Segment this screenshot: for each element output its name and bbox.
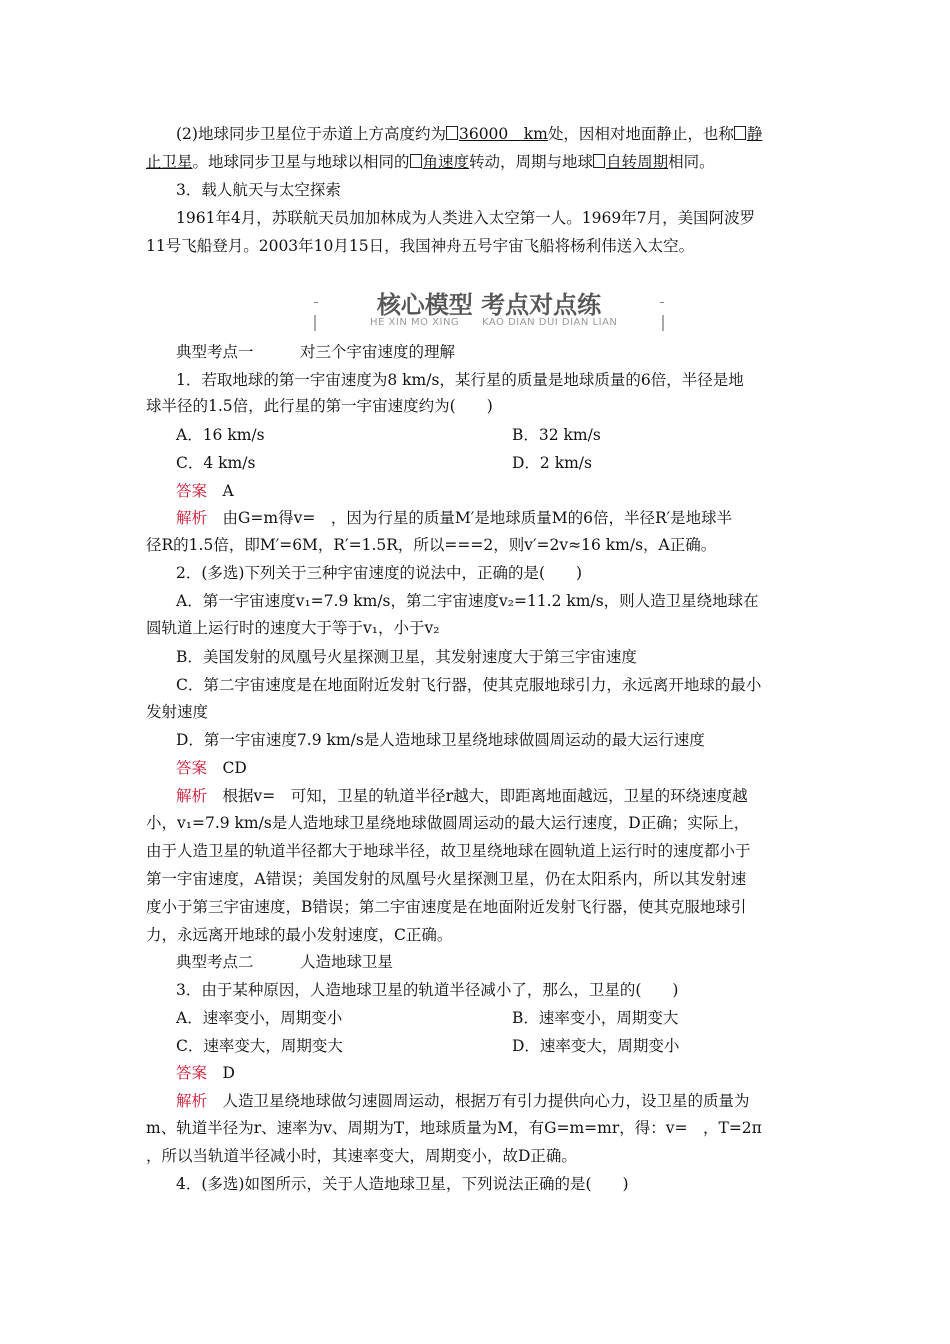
text: 处，因相对地面静止，也称 <box>547 125 734 143</box>
blank-box-icon <box>593 154 605 168</box>
q1-option-d: D．2 km/s <box>512 454 592 472</box>
q1-stem-2: 球半径的1.5倍，此行星的第一宇宙速度约为( ) <box>146 397 493 415</box>
explanation-text: 根据v= 可知，卫星的轨道半径r越大，即距离地面越远，卫星的环绕速度越 <box>222 787 748 805</box>
q3-option-c: C．速率变大，周期变大 <box>176 1037 343 1055</box>
answer-rotation-period: 自转周期 <box>606 153 669 171</box>
q3-explanation-1 <box>176 1091 750 1111</box>
answer-value: A <box>222 482 234 500</box>
q3-explanation-3: ，所以当轨道半径减小时，其速率变大，周期变小，故D正确。 <box>146 1147 577 1165</box>
q3-stem: 3．由于某种原因，人造地球卫星的轨道半径减小了，那么，卫星的( ) <box>176 981 679 999</box>
q1-stem-1: 1．若取地球的第一宇宙速度为8 km/s，某行星的质量是地球质量的6倍，半径是地 <box>176 371 744 389</box>
answer-static-part1: 静 <box>746 125 763 143</box>
text: 。地球同步卫星与地球以相同的 <box>192 153 410 171</box>
q1-explanation-1 <box>176 508 732 528</box>
text: 相同。 <box>668 153 715 171</box>
blank-angular <box>410 153 470 171</box>
answer-height: 36000 km <box>458 125 548 143</box>
banner-title-text: 核心模型 考点对点练 <box>367 291 611 319</box>
answer-label: 答案 <box>176 759 208 777</box>
answer-label: 答案 <box>176 1064 208 1082</box>
q3-option-b: B．速率变小，周期变大 <box>512 1009 679 1027</box>
q2-explanation-2: 小，v₁=7.9 km/s是人造地球卫星绕地球做圆周运动的最大运行速度，D正确；实际上， <box>146 814 750 832</box>
key-point-1: 典型考点一 对三个宇宙速度的理解 <box>176 343 456 361</box>
q2-option-d: D．第一宇宙速度7.9 km/s是人造地球卫星绕地球做圆周运动的最大运行速度 <box>176 731 705 749</box>
q3-answer <box>176 1063 235 1083</box>
q2-explanation-5: 度小于第三宇宙速度，B错误；第二宇宙速度是在地面附近发射飞行器，使其克服地球引 <box>146 898 747 916</box>
q2-option-a-2: 圆轨道上运行时的速度大于等于v₁，小于v₂ <box>146 619 440 637</box>
section-3-para-line-1: 1961年4月，苏联航天员加加林成为人类进入太空第一人。1969年7月，美国阿波罗 <box>176 209 756 227</box>
q2-explanation-1 <box>176 786 748 806</box>
blank-height <box>446 125 548 143</box>
section-3-title: 3．载人航天与太空探索 <box>176 181 341 199</box>
banner-subtitle <box>314 315 664 331</box>
answer-static-part2: 止卫星 <box>146 153 193 171</box>
explanation-label: 解析 <box>176 787 208 805</box>
explanation-label: 解析 <box>176 1092 208 1110</box>
q2-option-a-1: A．第一宇宙速度v₁=7.9 km/s，第二宇宙速度v₂=11.2 km/s，则人造卫星绕地球在 <box>176 592 759 610</box>
section-3-para-line-2: 11号飞船登月。2003年10月15日，我国神舟五号宇宙飞船将杨利伟送入太空。 <box>146 237 695 255</box>
q1-option-b: B．32 km/s <box>512 426 601 444</box>
q2-explanation-4: 第一宇宙速度，A错误；美国发射的凤凰号火星探测卫星，仍在太阳系内，所以其发射速 <box>146 870 747 888</box>
blank-box-icon <box>410 154 422 168</box>
blank-static <box>734 125 763 143</box>
q1-answer <box>176 481 234 501</box>
q2-option-c-2: 发射速度 <box>146 703 209 721</box>
q1-option-a: A．16 km/s <box>176 426 265 444</box>
blank-box-icon <box>446 126 458 140</box>
q4-stem: 4．(多选)如图所示，关于人造地球卫星，下列说法正确的是( ) <box>176 1175 629 1193</box>
q1-options-row-1 <box>176 425 265 445</box>
q2-option-c-1: C．第二宇宙速度是在地面附近发射飞行器，使其克服地球引力，永远离开地球的最小 <box>176 676 762 694</box>
q2-stem: 2．(多选)下列关于三种宇宙速度的说法中，正确的是( ) <box>176 564 583 582</box>
text: (2)地球同步卫星位于赤道上方高度约为 <box>176 125 446 143</box>
sync-satellite-line-2 <box>146 152 715 172</box>
q3-option-a: A．速率变小，周期变小 <box>176 1009 343 1027</box>
blank-period <box>593 153 668 171</box>
q3-option-d: D．速率变大，周期变小 <box>512 1037 680 1055</box>
banner-sub-1: HE XIN MO XING <box>370 317 460 328</box>
sync-satellite-line-1 <box>176 124 762 144</box>
explanation-text: 人造卫星绕地球做匀速圆周运动，根据万有引力提供向心力，设卫星的质量为 <box>222 1092 750 1110</box>
answer-label: 答案 <box>176 482 208 500</box>
q2-option-b: B．美国发射的凤凰号火星探测卫星，其发射速度大于第三宇宙速度 <box>176 648 637 666</box>
explanation-text: 由G=m得v= ，因为行星的质量M′是地球质量M的6倍，半径R′是地球半 <box>222 509 733 527</box>
banner-sub-2: KAO DIAN DUI DIAN LIAN <box>482 317 618 328</box>
answer-value: D <box>222 1064 235 1082</box>
blank-box-icon <box>734 126 746 140</box>
text: 转动，周期与地球 <box>469 153 594 171</box>
square-icon <box>334 302 361 309</box>
q3-explanation-2: m、轨道半径为r、速率为v、周期为T，地球质量为M，有G=m=mr，得：v= ，T=2π <box>146 1119 762 1137</box>
explanation-label: 解析 <box>176 509 208 527</box>
square-icon <box>617 302 644 309</box>
section-banner <box>314 285 664 333</box>
q2-explanation-3: 由于人造卫星的轨道半径都大于地球半径，故卫星绕地球在圆轨道上运行时的速度都小于 <box>146 842 751 860</box>
key-point-2: 典型考点二 人造地球卫星 <box>176 953 394 971</box>
q2-answer <box>176 758 247 778</box>
answer-angular-velocity: 角速度 <box>422 153 470 171</box>
q2-explanation-6: 力，永远离开地球的最小发射速度，C正确。 <box>146 926 453 944</box>
q1-option-c: C．4 km/s <box>176 454 256 472</box>
q1-explanation-2: 径R的1.5倍，即M′=6M，R′=1.5R，所以===2，则v′=2v≈16 km/s，A正确。 <box>146 536 717 554</box>
answer-value: CD <box>222 759 247 777</box>
